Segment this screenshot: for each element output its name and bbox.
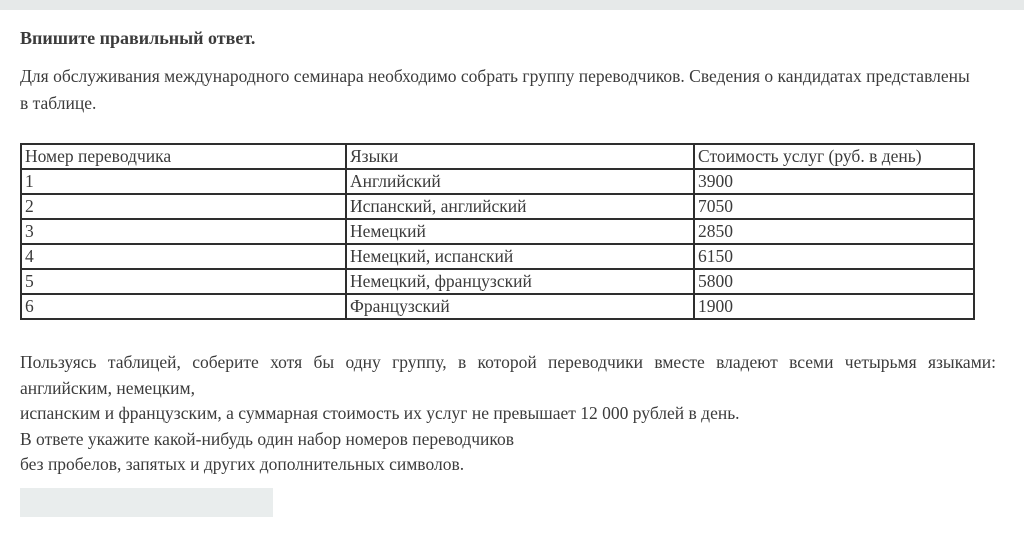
cell-number: 6 xyxy=(21,294,346,319)
cell-cost: 7050 xyxy=(694,194,974,219)
table-row xyxy=(21,169,974,194)
cell-number: 5 xyxy=(21,269,346,294)
candidates-table xyxy=(20,143,975,320)
task-line: В ответе укажите какой-нибудь один набор номеров переводчиков xyxy=(20,428,515,449)
intro-paragraph xyxy=(20,63,996,117)
cell-languages: Французский xyxy=(346,294,694,319)
header-cost: Стоимость услуг (руб. в день) xyxy=(694,144,974,169)
header-translator-number: Номер переводчика xyxy=(21,144,346,169)
table-row xyxy=(21,269,974,294)
table-row xyxy=(21,294,974,319)
cell-number: 2 xyxy=(21,194,346,219)
task-paragraph xyxy=(20,350,996,478)
intro-line: в таблице. xyxy=(20,93,97,113)
table-row xyxy=(21,194,974,219)
table-header-row xyxy=(21,144,974,169)
cell-languages: Испанский, английский xyxy=(346,194,694,219)
cell-cost: 5800 xyxy=(694,269,974,294)
table-row xyxy=(21,219,974,244)
cell-cost: 2850 xyxy=(694,219,974,244)
task-line: без пробелов, запятых и других дополнительных символов. xyxy=(20,454,465,474)
page-title: Впишите правильный ответ. xyxy=(20,28,256,48)
top-bar xyxy=(0,0,1024,10)
header-languages: Языки xyxy=(346,144,694,169)
cell-cost: 6150 xyxy=(694,244,974,269)
cell-languages: Английский xyxy=(346,169,694,194)
cell-cost: 3900 xyxy=(694,169,974,194)
cell-number: 1 xyxy=(21,169,346,194)
cell-number: 4 xyxy=(21,244,346,269)
intro-line: Для обслуживания международного семинара необходимо собрать группу переводчиков. Сведения о кандидатах представлены xyxy=(20,66,970,86)
task-line: английским, немецким, xyxy=(20,377,195,398)
table-row xyxy=(21,244,974,269)
cell-languages: Немецкий, французский xyxy=(346,269,694,294)
answer-input[interactable] xyxy=(20,488,273,517)
cell-number: 3 xyxy=(21,219,346,244)
question-content xyxy=(0,27,1024,517)
cell-languages: Немецкий, испанский xyxy=(346,244,694,269)
task-line: Пользуясь таблицей, соберите хотя бы одну группу, в которой переводчики вместе владеют всеми четырьмя языками: xyxy=(20,352,996,372)
cell-languages: Немецкий xyxy=(346,219,694,244)
task-line: испанским и французским, а суммарная стоимость их услуг не превышает 12 000 рублей в день. xyxy=(20,403,740,423)
cell-cost: 1900 xyxy=(694,294,974,319)
